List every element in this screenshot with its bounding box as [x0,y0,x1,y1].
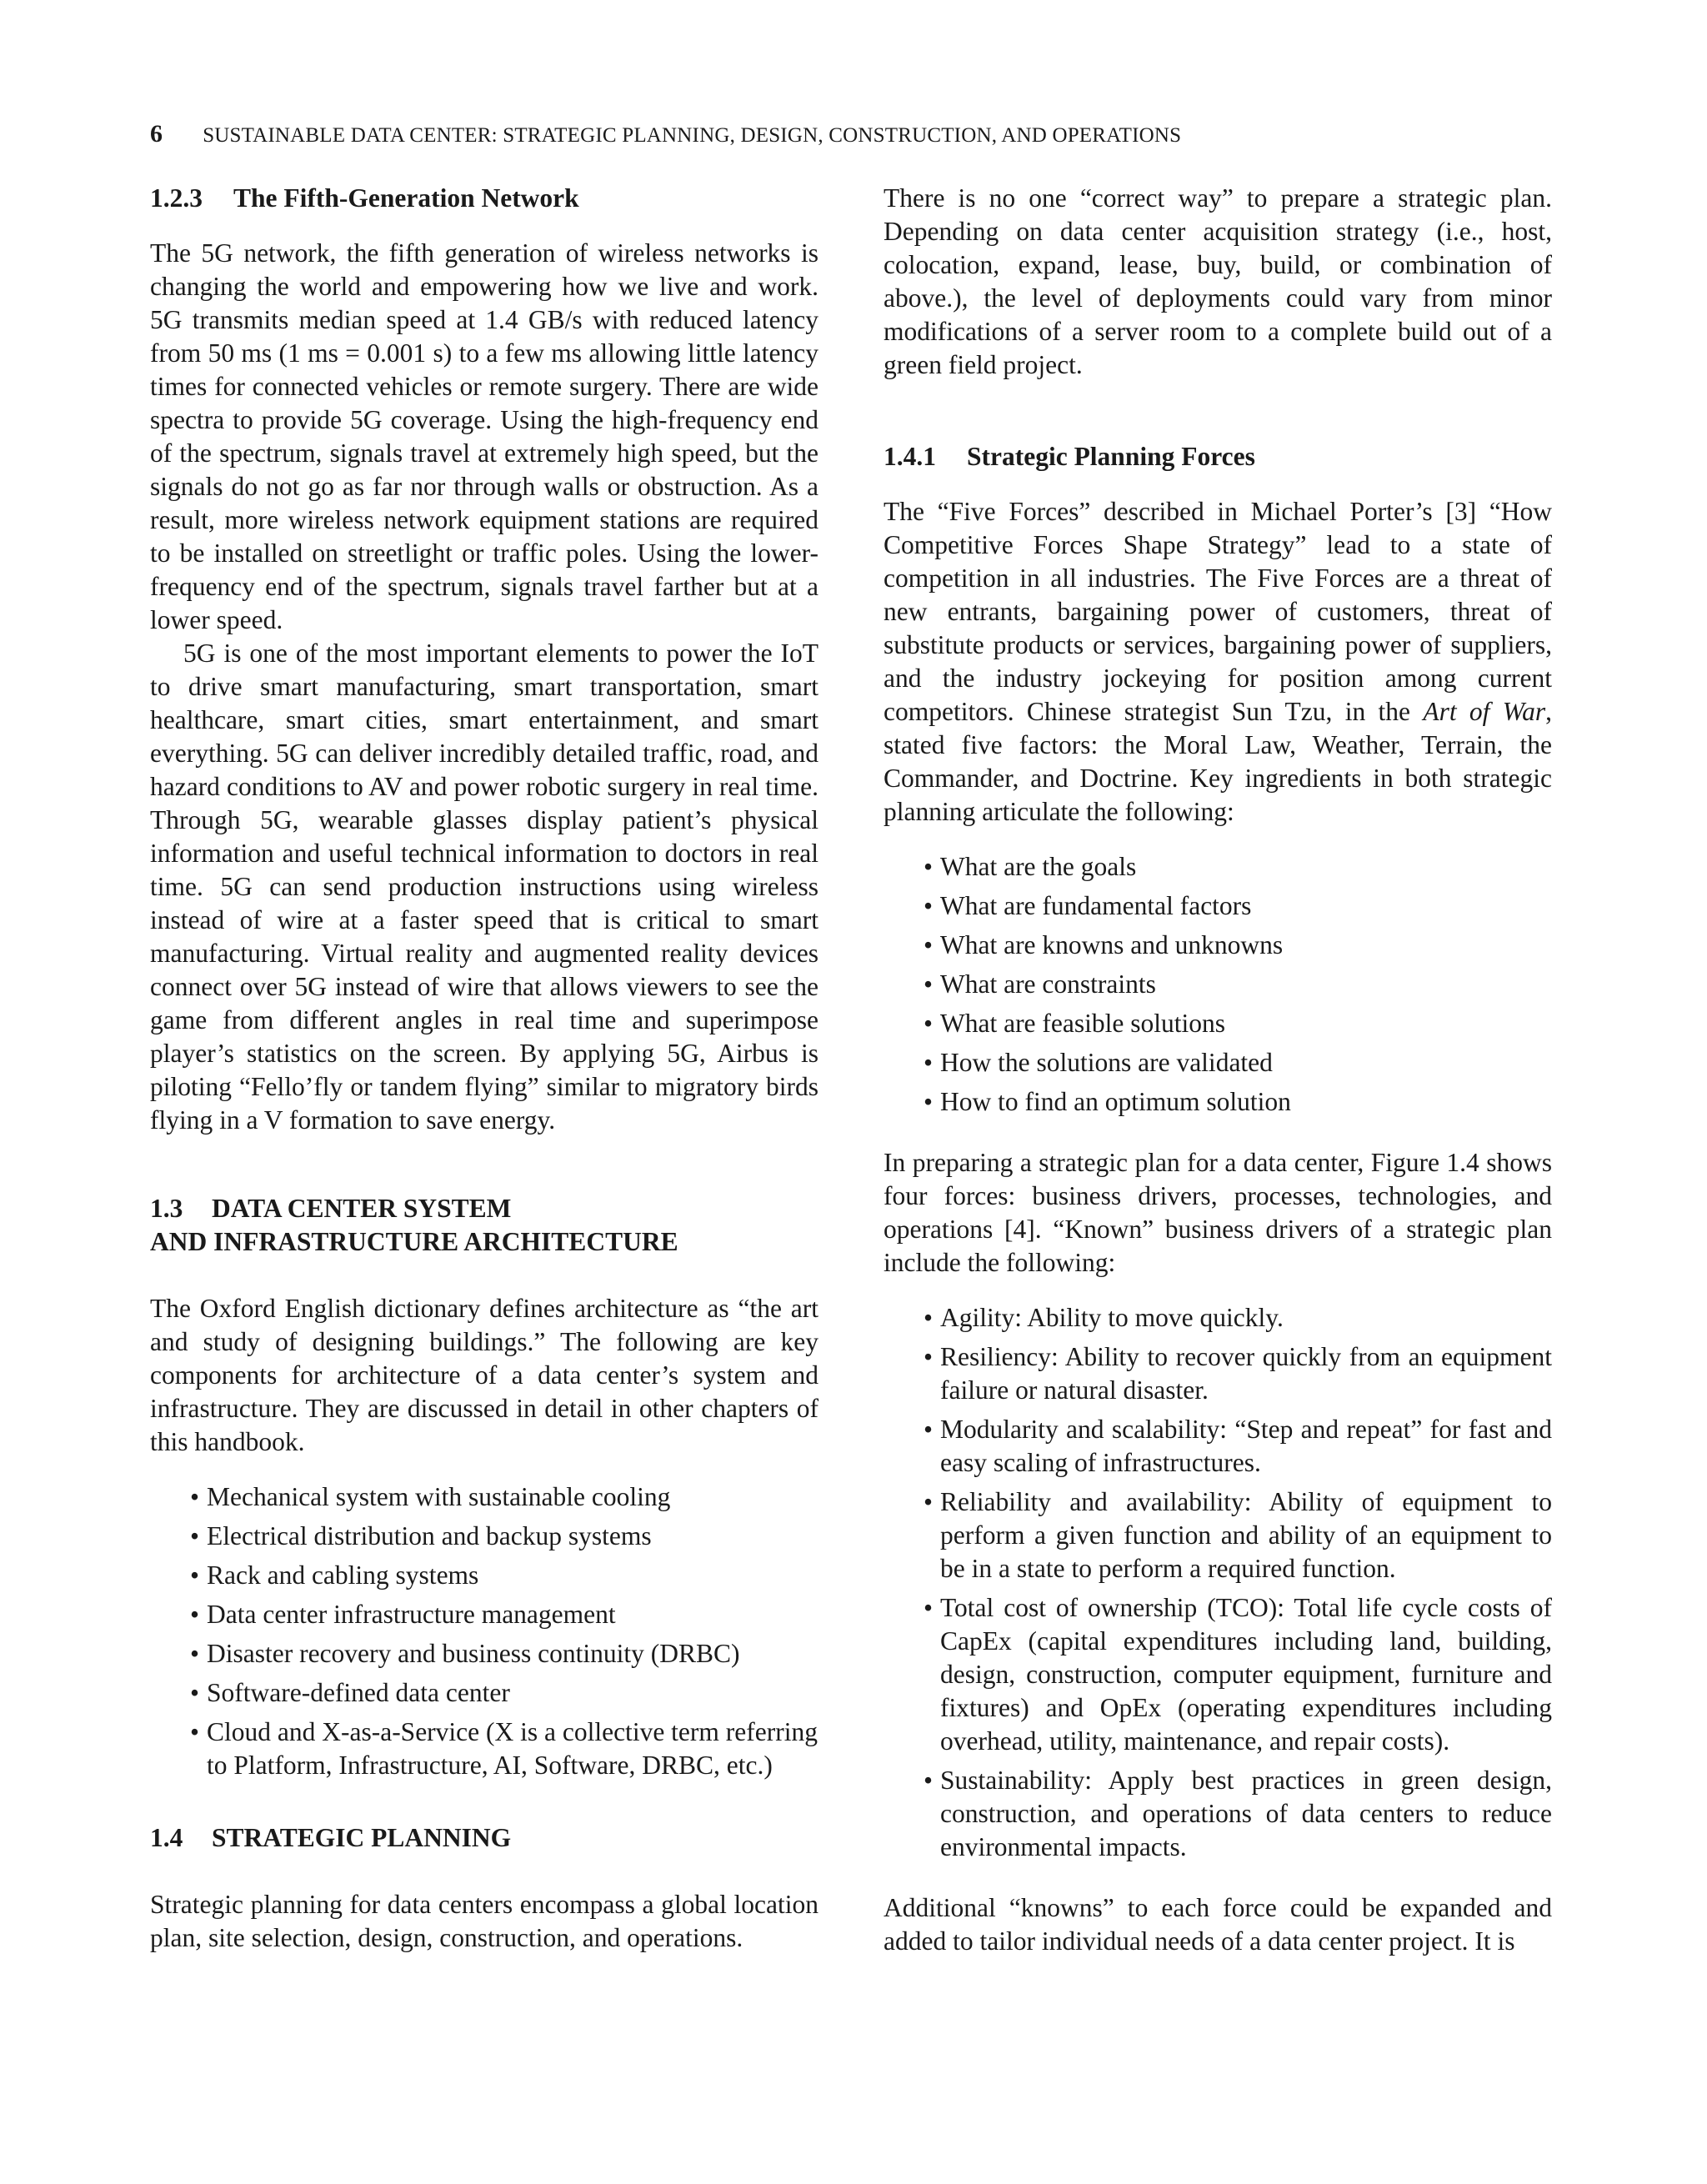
heading-1-3 [150,1192,818,1259]
planning-questions-list [884,850,1552,1119]
paragraph-correct-way: There is no one “correct way” to prepare a strategic plan. Depending on data center acquisition strategy (i.e., host, colocation, expand, lease, buy, build, or combination of above.), the level of deployments could vary from minor modifications of a server room to a complete build out of a green field project. [884,183,1552,379]
list-item: • What are constraints [924,968,1552,1001]
list-item: • Modularity and scalability: “Step and repeat” for fast and easy scaling of infrastructures. [924,1413,1552,1480]
list-item: • Rack and cabling systems [190,1559,818,1592]
text-run: , stated five factors: the Moral Law, Weather, Terrain, the Commander, and Doctrine. Key ingredients in both strategic planning articulate the following: [884,697,1552,826]
heading-title: Strategic Planning Forces [967,442,1255,471]
heading-title: STRATEGIC PLANNING [212,1823,512,1852]
list-item: • Resiliency: Ability to recover quickly from an equipment failure or natural disaster. [924,1340,1552,1407]
paragraph-additional-knowns: Additional “knowns” to each force could be expanded and added to tailor individual needs of a data center project. It is [884,1893,1552,1956]
right-column [884,182,1552,1958]
list-item: • What are feasible solutions [924,1007,1552,1040]
list-item: • What are the goals [924,850,1552,884]
paragraph-four-forces: In preparing a strategic plan for a data center, Figure 1.4 shows four forces: business drivers, processes, technologies, and operations [4]. “Known” business drivers of a strategic plan include the following: [884,1148,1552,1277]
paragraph-five-forces [884,495,1552,829]
heading-1-4 [150,1821,818,1855]
list-item: • What are fundamental factors [924,889,1552,923]
heading-title: The Fifth-Generation Network [233,183,579,213]
list-item: • Software-defined data center [190,1676,818,1710]
list-item: • Reliability and availability: Ability of equipment to perform a given function and ability of an equipment to be in a state to perform a required function. [924,1485,1552,1585]
heading-1-2-3 [150,182,818,215]
list-item: • Mechanical system with sustainable cooling [190,1480,818,1514]
page-number: 6 [150,120,163,148]
list-item: • Cloud and X-as-a-Service (X is a collective term referring to Platform, Infrastructure, AI, Software, DRBC, etc.) [190,1716,818,1782]
paragraph-5g-intro: The 5G network, the fifth generation of wireless networks is changing the world and empowering how we live and work. 5G transmits median speed at 1.4 GB/s with reduced latency from 50 ms (1 ms = 0.001 s) to a few ms allowing little latency times for connected vehicles or remote surgery. There are wide spectra to provide 5G coverage. Using the high-frequency end of the spectrum, signals travel at extremely high speed, but the signals do not go as far nor through walls or obstruction. As a result, more wireless network equipment stations are required to be installed on streetlight or traffic poles. Using the lower-frequency end of the spectrum, signals travel farther but at a lower speed. [150,238,818,634]
list-item: • Agility: Ability to move quickly. [924,1301,1552,1335]
list-item: • Data center infrastructure management [190,1598,818,1631]
book-title: Art of War [1423,697,1546,726]
text-run: The “Five Forces” described in Michael Porter’s [3] “How Competitive Forces Shape Strategy” lead to a state of competition in all industries. The Five Forces are a threat of new entrants, bargaining power of customers, threat of substitute products or services, bargaining power of suppliers, and the industry jockeying for position among current competitors. Chinese strategist Sun Tzu, in the [884,497,1552,726]
heading-number: 1.2.3 [150,183,203,213]
heading-number: 1.4 [150,1823,183,1852]
heading-number: 1.4.1 [884,442,936,471]
running-title: SUSTAINABLE DATA CENTER: STRATEGIC PLANNING, DESIGN, CONSTRUCTION, AND OPERATIONS [203,124,1182,147]
left-column [150,182,818,1955]
running-header [150,120,1567,148]
list-item: • Sustainability: Apply best practices in green design, construction, and operations of data centers to reduce environmental impacts. [924,1764,1552,1864]
list-item: • Disaster recovery and business continuity (DRBC) [190,1637,818,1671]
heading-number: 1.3 [150,1194,183,1223]
paragraph-strategic-planning: Strategic planning for data centers encompass a global location plan, site selection, design, construction, and operations. [150,1890,818,1952]
heading-title-line2: AND INFRASTRUCTURE ARCHITECTURE [150,1227,678,1256]
list-item: • How to find an optimum solution [924,1085,1552,1119]
paragraph-architecture: The Oxford English dictionary defines architecture as “the art and study of designing buildings.” The following are key components for architecture of a data center’s system and infrastructure. They are discussed in detail in other chapters of this handbook. [150,1294,818,1456]
list-item: • Total cost of ownership (TCO): Total life cycle costs of CapEx (capital expenditures including land, building, design, construction, computer equipment, furniture and fixtures) and OpEx (operating expenditures including overhead, utility, maintenance, and repair costs). [924,1591,1552,1758]
list-item: • What are knowns and unknowns [924,929,1552,962]
heading-title-line1: DATA CENTER SYSTEM [212,1194,512,1223]
list-item: • Electrical distribution and backup systems [190,1520,818,1553]
heading-1-4-1 [884,440,1552,473]
paragraph-5g-applications: 5G is one of the most important elements to power the IoT to drive smart manufacturing, smart transportation, smart healthcare, smart cities, smart entertainment, and smart everything. 5G can deliver incredibly detailed traffic, road, and hazard conditions to AV and power robotic surgery in real time. Through 5G, wearable glasses display patient’s physical information and useful technical information to doctors in real time. 5G can send production instructions using wireless instead of wire at a faster speed that is critical to smart manufacturing. Virtual reality and augmented reality devices connect over 5G instead of wire that allows viewers to see the game from different angles in real time and superimpose player’s statistics on the screen. By applying 5G, Airbus is piloting “Fello’fly or tandem flying” similar to migratory birds flying in a V formation to save energy. [150,639,818,1135]
list-item: • How the solutions are validated [924,1046,1552,1079]
architecture-components-list [150,1480,818,1782]
business-drivers-list [884,1301,1552,1864]
